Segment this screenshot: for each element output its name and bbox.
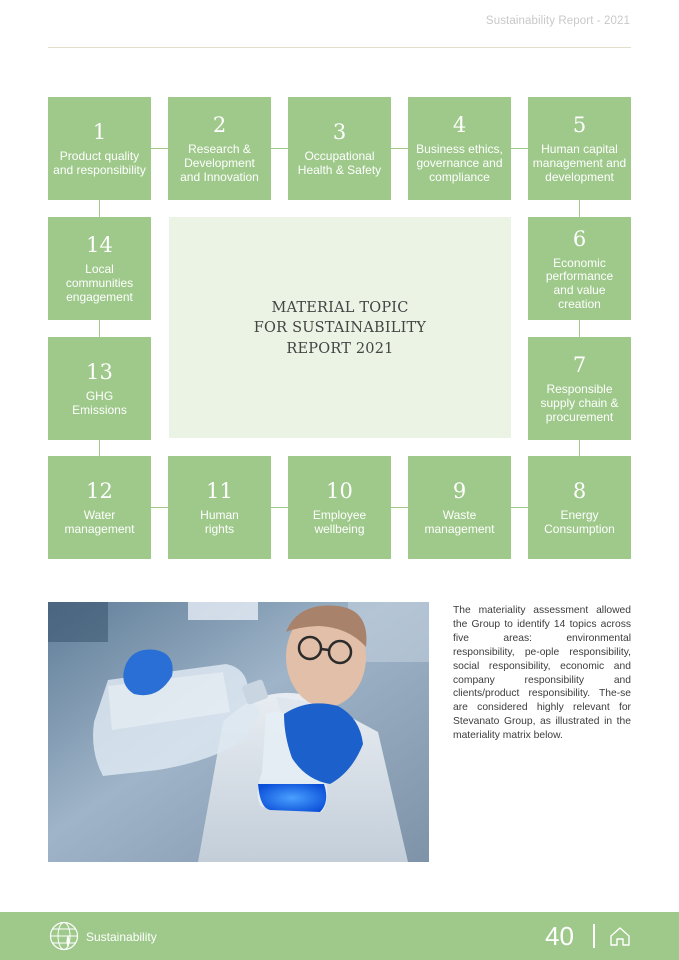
- topic-tile: [288, 97, 391, 200]
- topic-label-line: Business ethics,: [416, 142, 503, 157]
- topic-label: [421, 509, 497, 536]
- topic-label-line: management: [64, 522, 135, 536]
- topic-label-line: Occupational: [304, 149, 375, 164]
- topic-tile: [528, 217, 631, 320]
- topic-label-line: Economic: [553, 255, 606, 270]
- topic-label-line: and value: [553, 283, 606, 297]
- topic-label-line: Responsible: [546, 382, 613, 397]
- topic-label-line: Research &: [188, 142, 251, 157]
- topic-label-line: engagement: [66, 289, 133, 304]
- topic-number: 5: [572, 113, 587, 138]
- topic-label: [310, 509, 369, 536]
- header-divider: [48, 47, 631, 48]
- topic-label: [61, 509, 137, 536]
- topic-tile: [168, 456, 271, 559]
- topic-number: 10: [326, 479, 353, 504]
- topic-label-line: Human capital: [541, 142, 618, 157]
- topic-label-line: GHG: [85, 389, 114, 404]
- topic-label-line: Energy: [560, 508, 599, 523]
- topic-label-line: wellbeing: [314, 522, 365, 536]
- topic-number: 2: [212, 113, 227, 138]
- topic-label: [69, 390, 130, 417]
- materiality-description: The materiality assessment allowed the Group to identify 14 topics across five areas: environmental responsibility, pe-ople responsibility, social responsibility, economic and company responsibility and clients/product responsibility. The-se are considered highly relevant for Stevanato Group, as illustrated in the materiality matrix below.: [453, 605, 631, 742]
- topic-number: 8: [572, 479, 587, 504]
- topic-label-line: performance: [545, 269, 614, 284]
- topic-label-line: creation: [558, 296, 601, 311]
- topic-label: [197, 509, 242, 536]
- topic-tile: [528, 337, 631, 440]
- topic-label-line: governance and: [416, 156, 503, 171]
- topic-label-line: Development: [184, 156, 255, 171]
- topic-tile: [288, 456, 391, 559]
- topic-label-line: management and: [532, 156, 627, 171]
- topic-label-line: procurement: [545, 409, 614, 424]
- topic-number: 13: [86, 360, 113, 385]
- topic-label: [63, 263, 136, 304]
- report-title: Sustainability Report - 2021: [485, 15, 630, 27]
- topic-number: 3: [332, 120, 347, 145]
- material-topic-panel: [169, 217, 511, 438]
- topic-tile: [48, 97, 151, 200]
- topic-label-line: development: [545, 169, 614, 184]
- footer-divider: [593, 924, 595, 948]
- page-footer: [0, 912, 679, 960]
- footer-section-label: Sustainability: [86, 930, 157, 944]
- topic-label-line: communities: [65, 276, 134, 291]
- topic-tile: [408, 97, 511, 200]
- topic-number: 4: [452, 113, 467, 138]
- topic-tile: [528, 456, 631, 559]
- topic-label: [413, 143, 506, 184]
- topic-tile: [48, 337, 151, 440]
- topic-number: 14: [86, 233, 113, 258]
- topic-label-line: Water: [83, 508, 116, 523]
- topic-number: 11: [206, 479, 233, 504]
- topic-label: [530, 143, 629, 184]
- material-topic-title: MATERIAL TOPIC FOR SUSTAINABILITY REPORT 2021: [253, 299, 427, 357]
- topic-label-line: supply chain &: [540, 396, 619, 411]
- topic-label: [50, 150, 149, 177]
- topic-number: 6: [572, 226, 587, 251]
- topic-label: [543, 257, 616, 312]
- topic-label-line: management: [424, 522, 495, 536]
- topic-number: 9: [452, 479, 467, 504]
- topic-label-line: Product quality: [59, 149, 140, 164]
- topic-label: [537, 383, 621, 424]
- topic-label-line: rights: [204, 522, 235, 536]
- topic-label-line: Local: [85, 262, 114, 277]
- topic-label: [295, 150, 384, 177]
- topic-label-line: and Innovation: [180, 169, 259, 184]
- topic-tile: [408, 456, 511, 559]
- topic-label-line: Human: [200, 508, 239, 523]
- topic-tile: [48, 456, 151, 559]
- home-icon[interactable]: [609, 925, 631, 947]
- topic-label-line: Employee: [312, 508, 367, 523]
- topic-label: [541, 509, 618, 536]
- topic-label-line: Emissions: [72, 403, 127, 417]
- page-number: 40: [545, 921, 574, 951]
- topic-label-line: Waste: [442, 508, 477, 523]
- topic-tile: [48, 217, 151, 320]
- topic-label-line: compliance: [429, 169, 490, 184]
- topic-label-line: and responsibility: [53, 163, 146, 177]
- laboratory-photo: [48, 602, 429, 862]
- topic-tile: [528, 97, 631, 200]
- topic-number: 7: [572, 353, 587, 378]
- topic-number: 1: [92, 120, 107, 145]
- topic-label-line: Health & Safety: [297, 163, 382, 177]
- topic-tile: [168, 97, 271, 200]
- globe-leaf-icon: [49, 921, 79, 951]
- topic-label: [177, 143, 262, 184]
- topic-number: 12: [86, 479, 113, 504]
- topic-label-line: Consumption: [544, 522, 615, 536]
